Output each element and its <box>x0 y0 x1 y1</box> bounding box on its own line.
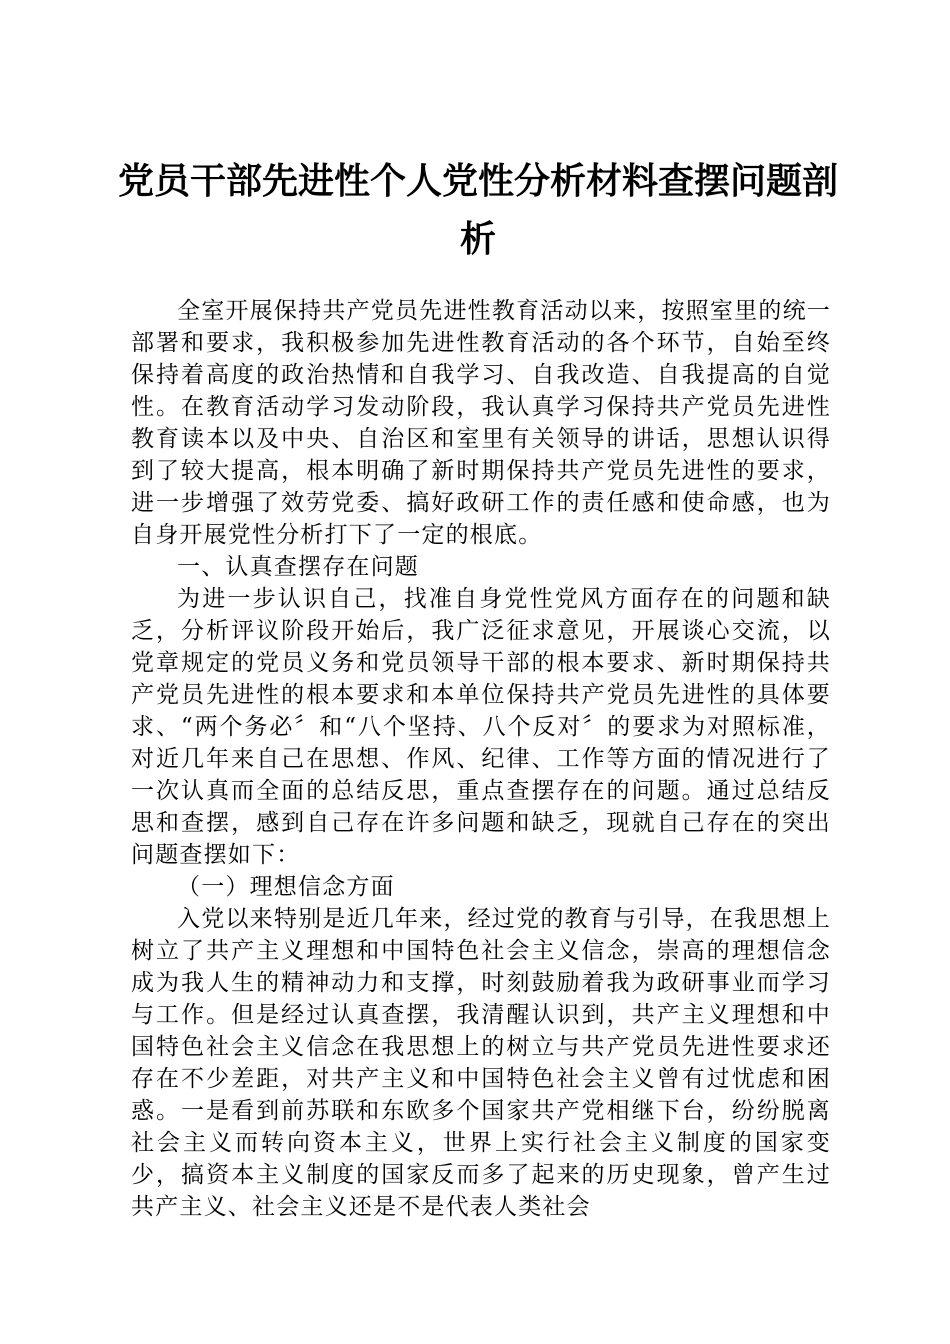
subsection-heading: （一）理想信念方面 <box>177 874 395 900</box>
document-body <box>131 295 831 1223</box>
intro-paragraph: 全室开展保持共产党员先进性教育活动以来，按照室里的统一部署和要求，我积极参加先进性教育活动的各个环节，自始至终保持着高度的政治热情和自我学习、自我改造、自我提高的自觉性。在教育活动学习发动阶段，我认真学习保持共产党员先进性教育读本以及中央、自治区和室里有关领导的讲话，思想认识得到了较大提高，根本明确了新时期保持共产党员先进性的要求，进一步增强了效劳党委、搞好政研工作的责任感和使命感，也为自身开展党性分析打下了一定的根底。 <box>131 298 831 548</box>
document-title: 党员干部先进性个人党性分析材料查摆问题剖析 <box>117 160 838 260</box>
body-paragraph: 为进一步认识自己，找准自身党性党风方面存在的问题和缺乏，分析评议阶段开始后，我广泛征求意见，开展谈心交流，以党章规定的党员义务和党员领导干部的根本要求、新时期保持共产党员先进性的根本要求和本单位保持共产党员先进性的具体要求、“两个务必〞和“八个坚持、八个反对〞的要求为对照标准，对近几年来自己在思想、作风、纪律、工作等方面的情况进行了一次认真而全面的总结反思，重点查摆存在的问题。通过总结反思和查摆，感到自己存在许多问题和缺乏，现就自己存在的突出问题查摆如下： <box>131 586 831 868</box>
body-paragraph: 入党以来特别是近几年来，经过党的教育与引导，在我思想上树立了共产主义理想和中国特色社会主义信念，崇高的理想信念成为我人生的精神动力和支撑，时刻鼓励着我为政研事业而学习与工作。但是经过认真查摆，我清醒认识到，共产主义理想和中国特色社会主义信念在我思想上的树立与共产党员先进性要求还存在不少差距，对共产主义和中国特色社会主义曾有过忧虑和困惑。一是看到前苏联和东欧多个国家共产党相继下台，纷纷脱离社会主义而转向资本主义，世界上实行社会主义制度的国家变少，搞资本主义制度的国家反而多了起来的历史现象，曾产生过共产主义、社会主义还是不是代表人类社会 <box>131 906 831 1220</box>
section-heading: 一、认真查摆存在问题 <box>177 554 419 580</box>
